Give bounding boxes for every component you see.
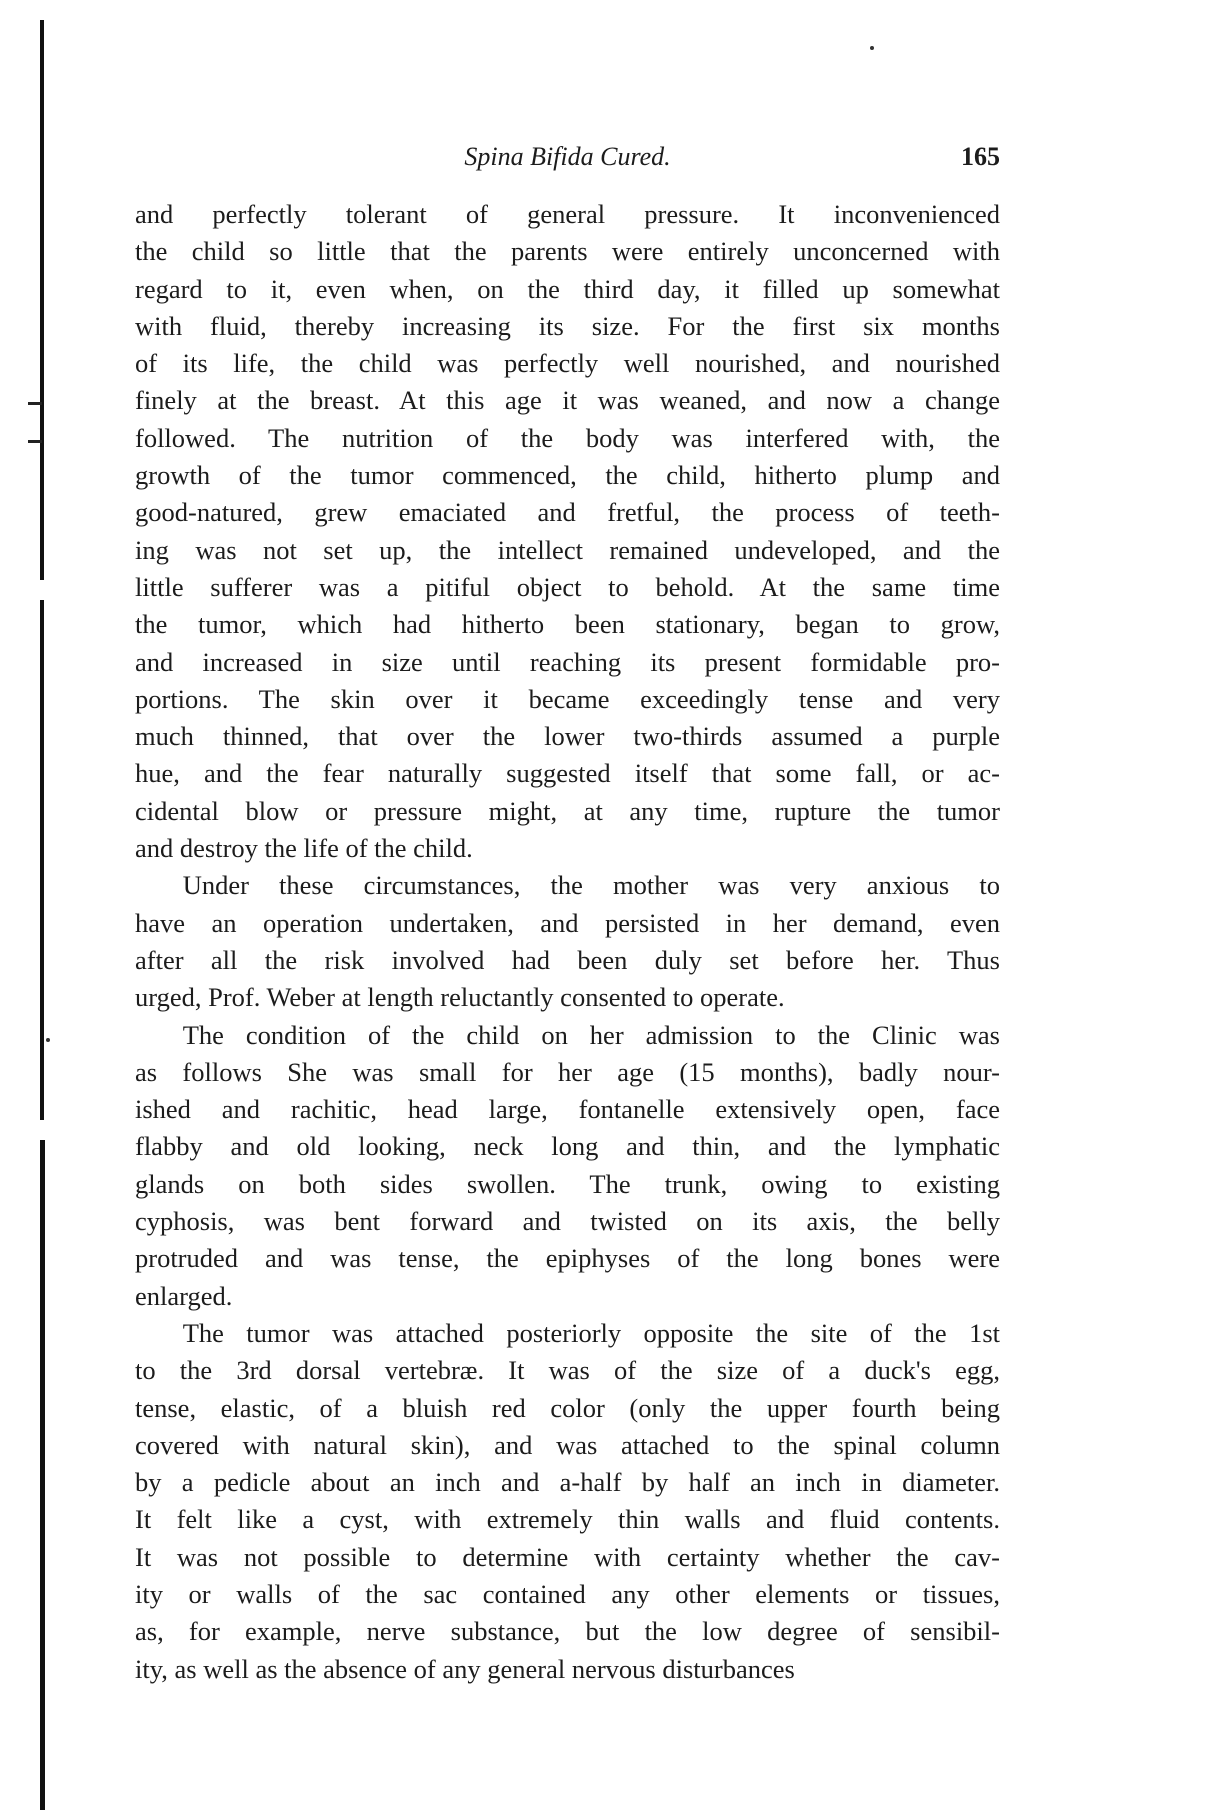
text-line: regard to it, even when, on the third day, it filled up somewhat [135,273,1000,304]
text-line: The condition of the child on her admission to the Clinic was [182,1019,1000,1050]
text-line: tense, elastic, of a bluish red color (only the upper fourth being [135,1392,1000,1423]
text-line: ity, as well as the absence of any general nervous disturbances [135,1653,795,1684]
running-title: Spina Bifida Cured. [464,142,671,171]
text-line: and perfectly tolerant of general pressure. It inconvenienced [135,199,1000,229]
text-line: covered with natural skin), and was attached to the spinal column [135,1429,1000,1460]
text-line: ity or walls of the sac contained any other elements or tissues, [135,1578,1000,1609]
text-line: glands on both sides swollen. The trunk, owing to existing [135,1168,1000,1199]
text-line: The tumor was attached posteriorly opposite the site of the 1st [182,1317,1000,1348]
text-line: It was not possible to determine with certainty whether the cav- [135,1541,1000,1572]
margin-speck [46,1038,50,1042]
text-line: cyphosis, was bent forward and twisted on its axis, the belly [135,1206,1000,1237]
text-line: growth of the tumor commenced, the child, hitherto plump and [135,460,1000,491]
text-line: followed. The nutrition of the body was interfered with, the [135,422,1000,453]
margin-binding-rule [40,1140,45,1810]
text-line: cidental blow or pressure might, at any time, rupture the tumor [135,795,1000,826]
text-line: the tumor, which had hitherto been stationary, began to grow, [135,609,1000,640]
text-line: with fluid, thereby increasing its size. For the first six months [135,310,1000,341]
body-text [135,196,1000,1688]
text-line: protruded and was tense, the epiphyses of the long bones were [135,1243,1000,1274]
text-line: much thinned, that over the lower two-thirds assumed a purple [135,721,1000,752]
text-line: after all the risk involved had been duly set before her. Thus [135,944,1000,975]
text-line: good-natured, grew emaciated and fretful, the process of teeth- [135,497,1000,528]
text-line: and destroy the life of the child. [135,833,473,864]
text-line: enlarged. [135,1280,233,1311]
paragraph [135,867,1000,1016]
text-line: portions. The skin over it became exceedingly tense and very [135,683,1000,714]
page-number: 165 [961,142,1000,171]
margin-mark [28,402,42,405]
paragraph [135,196,1000,867]
text-line: of its life, the child was perfectly well nourished, and nourished [135,348,1000,379]
margin-binding-rule [40,600,44,1120]
text-line: the child so little that the parents were entirely unconcerned with [135,236,1000,267]
paragraph [135,1315,1000,1688]
text-line: ished and rachitic, head large, fontanelle extensively open, face [135,1094,1000,1125]
text-line: urged, Prof. Weber at length reluctantly consented to operate. [135,982,785,1013]
paragraph [135,1017,1000,1315]
text-line: as follows She was small for her age (15 months), badly nour- [135,1056,1000,1087]
text-line: hue, and the fear naturally suggested itself that some fall, or ac- [135,758,1000,789]
text-line: to the 3rd dorsal vertebræ. It was of the size of a duck's egg, [135,1355,1000,1386]
text-line: Under these circumstances, the mother was very anxious to [182,870,1000,901]
text-line: little sufferer was a pitiful object to behold. At the same time [135,571,1000,602]
margin-binding-rule [40,20,44,580]
text-line: It felt like a cyst, with extremely thin walls and fluid contents. [135,1504,1000,1535]
text-line: as, for example, nerve substance, but the low degree of sensibil- [135,1616,1000,1647]
text-line: have an operation undertaken, and persisted in her demand, even [135,907,1000,938]
page-header [135,137,1000,177]
text-line: by a pedicle about an inch and a-half by half an inch in diameter. [135,1467,1000,1498]
margin-speck [870,46,874,50]
text-line: and increased in size until reaching its present formidable pro- [135,646,1000,677]
text-line: flabby and old looking, neck long and thin, and the lymphatic [135,1131,1000,1162]
text-line: finely at the breast. At this age it was weaned, and now a change [135,385,1000,416]
margin-mark [28,440,42,443]
text-line: ing was not set up, the intellect remained undeveloped, and the [135,534,1000,565]
